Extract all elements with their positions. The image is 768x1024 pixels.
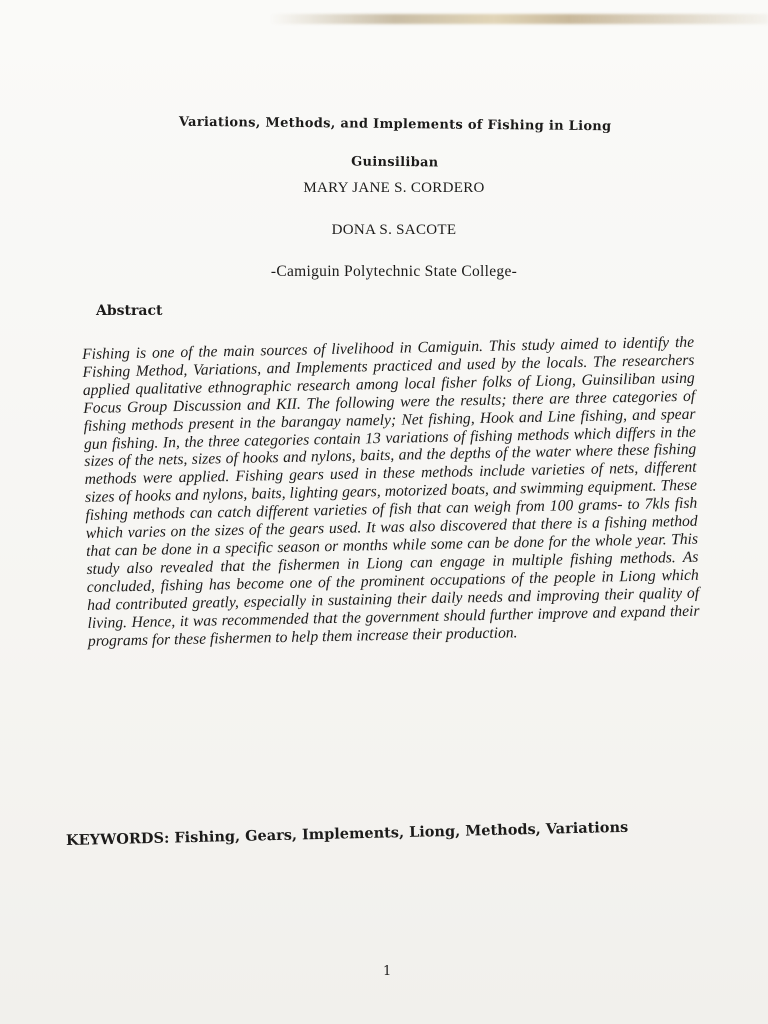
abstract-heading: Abstract: [96, 303, 163, 319]
author-name: DONA S. SACOTE: [331, 222, 457, 238]
page-number: 1: [383, 964, 392, 979]
keywords-line: KEYWORDS: Fishing, Gears, Implements, Liong, Methods, Variations: [65, 818, 629, 849]
scan-edge-shadow: [270, 14, 768, 24]
paper-title: Variations, Methods, and Implements of Fishing in Liong Guinsiliban: [178, 114, 612, 171]
author-affiliation: -Camiguin Polytechnic State College-: [270, 263, 518, 280]
abstract-text: Fishing is one of the main sources of livelihood in Camiguin. This study aimed to identify the Fishing Method, Variations, and Implements practiced and used by the locals. The researchers applied qualitative ethnographic research among local fisher folks of Liong, Guinsiliban using Focus Group Discussion and KII. The following were the results; there are three categories of fishing methods present in the barangay namely; Net fishing, Hook and Line fishing, and spear gun fishing. In, the three categories contain 13 variations of fishing methods which differs in the sizes of the nets, sizes of hooks and nylons, baits, and the depths of the water where these fishing methods were applied. Fishing gears used in these methods include varieties of nets, different sizes of hooks and nylons, baits, lighting gears, motorized boats, and swimming equipment. These fishing methods can catch different varieties of fish that can weigh from 100 grams- to 7kls fish which varies on the sizes of the gears used. It was also discovered that there is a fishing method that can be done in a specific season or months while some can be done for the whole year. This study also revealed that the fishermen in Liong can engage in multiple fishing methods. As concluded, fishing has become one of the prominent occupations of the people in Liong which had contributed greatly, especially in sustaining their daily needs and improving their quality of living. Hence, it was recommended that the government should further improve and expand their programs for these fishermen to help them increase their production.: [82, 333, 700, 650]
author-name: MARY JANE S. CORDERO: [303, 180, 485, 196]
